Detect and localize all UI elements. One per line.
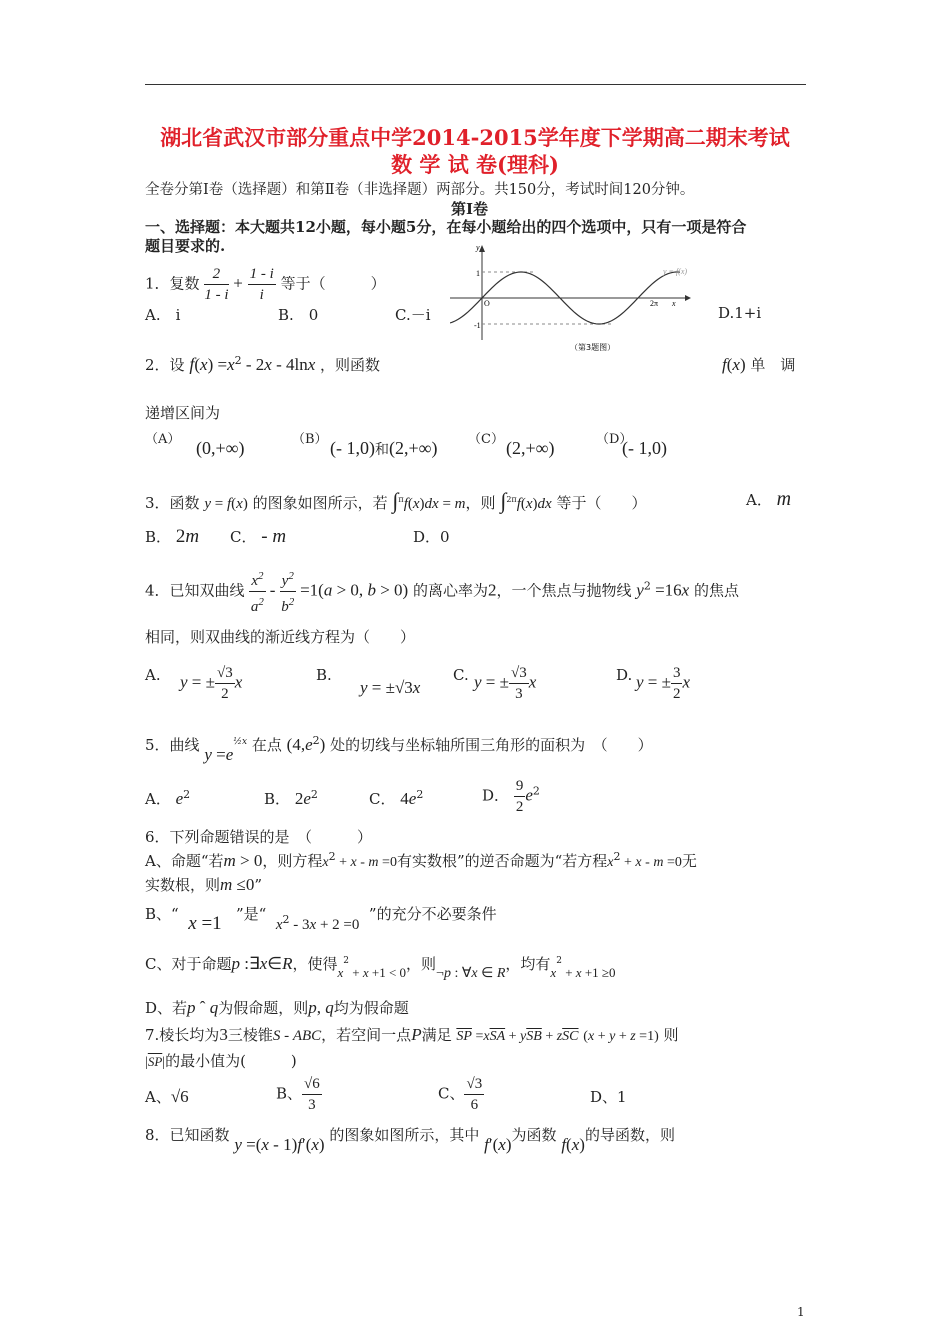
q1-frac2: $\frac{1 - i}{i}$	[249, 266, 274, 303]
x-label: x	[672, 299, 676, 308]
q7-option-a: A、√6	[145, 1087, 189, 1106]
q3-option-b: B． 2m	[145, 526, 200, 547]
q4-option-b: y = ±√3x	[360, 678, 421, 697]
q2-option-a-label: （A）	[145, 432, 181, 447]
q2-option-c: (2,+∞)	[506, 438, 555, 458]
q4-option-c-label: C.	[453, 666, 469, 684]
question-8: 8．已知函数 y =(x - 1)f′(x) 的图象如图所示，其中 f′(x)为函数 f(x)的导函数，则	[145, 1126, 675, 1154]
q5-option-b: B． $2e^2$	[264, 788, 318, 808]
q7-tail: 则	[663, 1026, 679, 1044]
q6-option-b: B、“ x =1 ”是“ $x^2 - 3x + 2 =0$ ”的充分不必要条件	[145, 905, 497, 934]
q1-option-a: A. i	[145, 306, 181, 324]
q5-stem: 5．曲线	[145, 736, 200, 754]
q5-option-a-label: A．	[145, 790, 171, 808]
q6-option-d: D、若p ˆ q为假命题，则p, q均为假命题	[145, 998, 409, 1017]
q6-stem: 6．下列命题错误的是 （ ）	[145, 828, 373, 846]
page-number: 1	[797, 1305, 805, 1319]
part-instructions: 一、选择题：本大题共12小题，每小题5分，在每小题给出的四个选项中，只有一项是符合	[145, 218, 747, 236]
q7-stem: 7.棱长均为	[145, 1026, 220, 1044]
q6-d3: 均为假命题	[333, 999, 409, 1017]
q1-tail: 等于（ ）	[280, 274, 386, 293]
q6-c2: ，使得	[292, 955, 338, 973]
curve-label: y = f(x)	[663, 267, 688, 276]
q7-option-d: D、1	[590, 1088, 627, 1106]
q5-option-c: C． $4e^2$	[369, 788, 424, 808]
tick-one: 1	[476, 269, 480, 278]
question-2: 2．设 $f(x) =x^2 - 2x - 4\ln x$ ，则函数	[145, 354, 381, 374]
q3-mid1: 的图象如图所示，若	[252, 494, 388, 512]
q8-stem: 8．已知函数	[145, 1126, 230, 1144]
q7-option-a-label: A、	[145, 1088, 171, 1106]
q8-mid2: 为函数	[511, 1126, 557, 1144]
exam-title: 湖北省武汉市部分重点中学2014-2015学年度下学期高二期末考试	[160, 125, 790, 150]
q5-option-a: A． $e^2$	[145, 788, 191, 808]
q7-option-c: C、 $\frac{√3}{6}$	[438, 1076, 483, 1113]
q5-tail: 处的切线与坐标轴所围三角形的面积为 （ ）	[330, 736, 653, 754]
q5-option-d: D． $\frac{9}{2}$ $e^2$	[482, 778, 540, 815]
q2-option-b: (- 1,0)和(2,+∞)	[330, 438, 438, 458]
two-pi-label: 2π	[650, 299, 659, 308]
q6-c3: ，则	[406, 955, 437, 973]
q6-option-a: A、命题“若m > 0，则方程$x^2 + x - m =0$有实数根”的逆否命题为“若方程$x^2 + x - m =0$无	[145, 850, 697, 870]
q2-option-a: (0,+∞)	[196, 438, 245, 458]
q1-stem: 1．复数	[145, 274, 200, 293]
q2-option-d-label: （D）	[596, 432, 633, 447]
q1-option-b: B. 0	[278, 306, 319, 324]
q1-option-d: D.1+i	[718, 304, 762, 322]
q8-mid1: 的图象如图所示，其中	[329, 1126, 480, 1144]
q6-b2: ”是“	[235, 905, 267, 923]
q6-a1: A、命题“若	[145, 852, 224, 870]
intro-text: 全卷分第Ⅰ卷（选择题）和第Ⅱ卷（非选择题）两部分。共150分，考试时间120分钟。	[145, 182, 695, 198]
q2-func: f(x) 单 调	[722, 355, 796, 374]
q1-frac1: $\frac{2}{1 - i}$	[204, 266, 229, 303]
q6-b3: ”的充分不必要条件	[368, 905, 497, 923]
q1-option-c: C.－i	[395, 306, 431, 324]
q7-mid1: 三棱锥	[227, 1026, 273, 1044]
q2-option-b-label: （B）	[292, 432, 328, 447]
origin-label: O	[484, 299, 490, 308]
section-heading: 第Ⅰ卷	[451, 200, 489, 218]
question-5: 5．曲线 $y =e^{\frac{1}{2}x}$ 在点 $(4,e^2)$ 处的切线与坐标轴所围三角形的面积为 （ ）	[145, 734, 653, 764]
part-instructions-cont: 题目要求的.	[145, 237, 226, 255]
q4-option-a: y = ± $\frac{√3}{2}$ x	[180, 665, 243, 702]
q8-tail: 的导函数，则	[584, 1126, 675, 1144]
q2-and: 和	[374, 442, 389, 458]
q7-mid3: 满足	[421, 1026, 452, 1044]
q6-option-a-cont: 实数根，则m ≤0”	[145, 875, 263, 894]
q4-option-c: y = ± $\frac{√3}{3}$ x	[474, 665, 537, 702]
q4-option-d: y = ± $\frac{3}{2}$ x	[636, 665, 691, 702]
q4-option-d-label: D.	[616, 666, 633, 684]
y-label: y	[476, 243, 480, 252]
q2-stem: 2．设	[145, 356, 185, 374]
q4-line2: 相同，则双曲线的渐近线方程为（ ）	[145, 628, 416, 646]
tick-neg-one: -1	[474, 321, 481, 330]
question-4: 4．已知双曲线 $\frac{x^2}{a^2}$ - $\frac{y^2}{b^2}$ =1(a > 0, b > 0) 的离心率为2，一个焦点与抛物线 $y^2 =16x$ 的焦点	[145, 566, 739, 617]
q3-option-a: A． m	[746, 488, 792, 510]
q3-option-c-label: C．	[230, 528, 257, 546]
q4-mid2: ，一个焦点与抛物线	[496, 581, 632, 600]
q4-frac-x: $\frac{x^2}{a^2}$	[249, 566, 265, 617]
y-axis-arrow	[479, 245, 485, 252]
q2-option-c-label: （C）	[468, 432, 504, 447]
q2-line2: 递增区间为	[145, 404, 221, 422]
q2-option-d: (- 1,0)	[622, 438, 667, 458]
q5-option-c-label: C．	[369, 790, 396, 808]
q6-a3: 有实数根”的逆否命题为“若方程	[396, 852, 608, 870]
q6-b1: B、“	[145, 905, 179, 923]
q7-option-b: B、 $\frac{√6}{3}$	[276, 1076, 320, 1113]
q5-mid: 在点	[251, 736, 282, 754]
q4-option-b-label: B.	[316, 666, 332, 684]
q3-mid2: ，则	[465, 494, 496, 512]
q6-c4: ，均有	[505, 955, 551, 973]
q2-mid: ，则函数	[320, 356, 381, 374]
q3-tail: 等于（ ）	[556, 494, 647, 512]
q5-option-b-label: B．	[264, 790, 291, 808]
q2-tail: 单 调	[750, 356, 796, 374]
q6-d2: 为假命题，则	[218, 999, 309, 1017]
q6-a6: ”	[254, 876, 263, 894]
q6-a2: ，则方程	[262, 852, 323, 870]
q3-option-b-label: B．	[145, 528, 172, 546]
q4-tail: 的焦点	[694, 581, 740, 600]
q5-option-d-label: D．	[482, 786, 510, 805]
q3-option-c: C． - m	[230, 526, 287, 547]
q7-line2-text: 的最小值为( )	[165, 1052, 297, 1070]
q4-frac-y: $\frac{y^2}{b^2}$	[280, 566, 296, 617]
graph-caption: （第3题图）	[570, 343, 616, 352]
q4-mid1: 的离心率为	[412, 581, 488, 600]
q7-option-b-label: B、	[276, 1084, 303, 1103]
q4-option-a-label: A.	[145, 666, 161, 684]
question-1: 1．复数 $\frac{2}{1 - i}$ + $\frac{1 - i}{i}$ 等于（ ）	[145, 266, 386, 303]
q6-option-c: C、对于命题p :∃x∈R，使得$x^2 + x +1 < 0$，则¬p : ∀x ∈ R，均有$x^2 + x +1 \ge 0$	[145, 954, 616, 981]
q7-option-c-label: C、	[438, 1084, 465, 1103]
q7-mid2: ，若空间一点	[321, 1026, 412, 1044]
q6-a4: 无	[681, 852, 697, 870]
question-7: 7.棱长均为3三棱锥S - ABC，若空间一点P满足 $\overline{SP} =x\overline{SA} + y\overline{SB} + z\overline{SC}$ (x + y + z =1) 则	[145, 1025, 679, 1044]
x-axis-arrow	[685, 295, 691, 301]
q4-stem: 4．已知双曲线	[145, 581, 245, 600]
exam-subtitle: 数 学 试 卷(理科)	[391, 152, 559, 177]
sine-graph	[450, 240, 700, 355]
question-3: 3．函数 y = f(x) 的图象如图所示，若 ∫$^\pi$f(x)dx = m，则 ∫$^{2\pi}$f(x)dx 等于（ ）	[145, 488, 647, 513]
q3-option-d: D．0	[413, 528, 450, 546]
top-rule	[145, 84, 806, 85]
q6-d1: D、若	[145, 999, 188, 1017]
q3-option-a-label: A．	[746, 491, 772, 509]
q6-c1: C、对于命题	[145, 955, 232, 973]
q7-line2: $|\overline{SP}|$的最小值为( )	[145, 1052, 297, 1070]
q3-stem: 3．函数	[145, 494, 200, 512]
q6-a5: 实数根，则	[145, 876, 221, 894]
